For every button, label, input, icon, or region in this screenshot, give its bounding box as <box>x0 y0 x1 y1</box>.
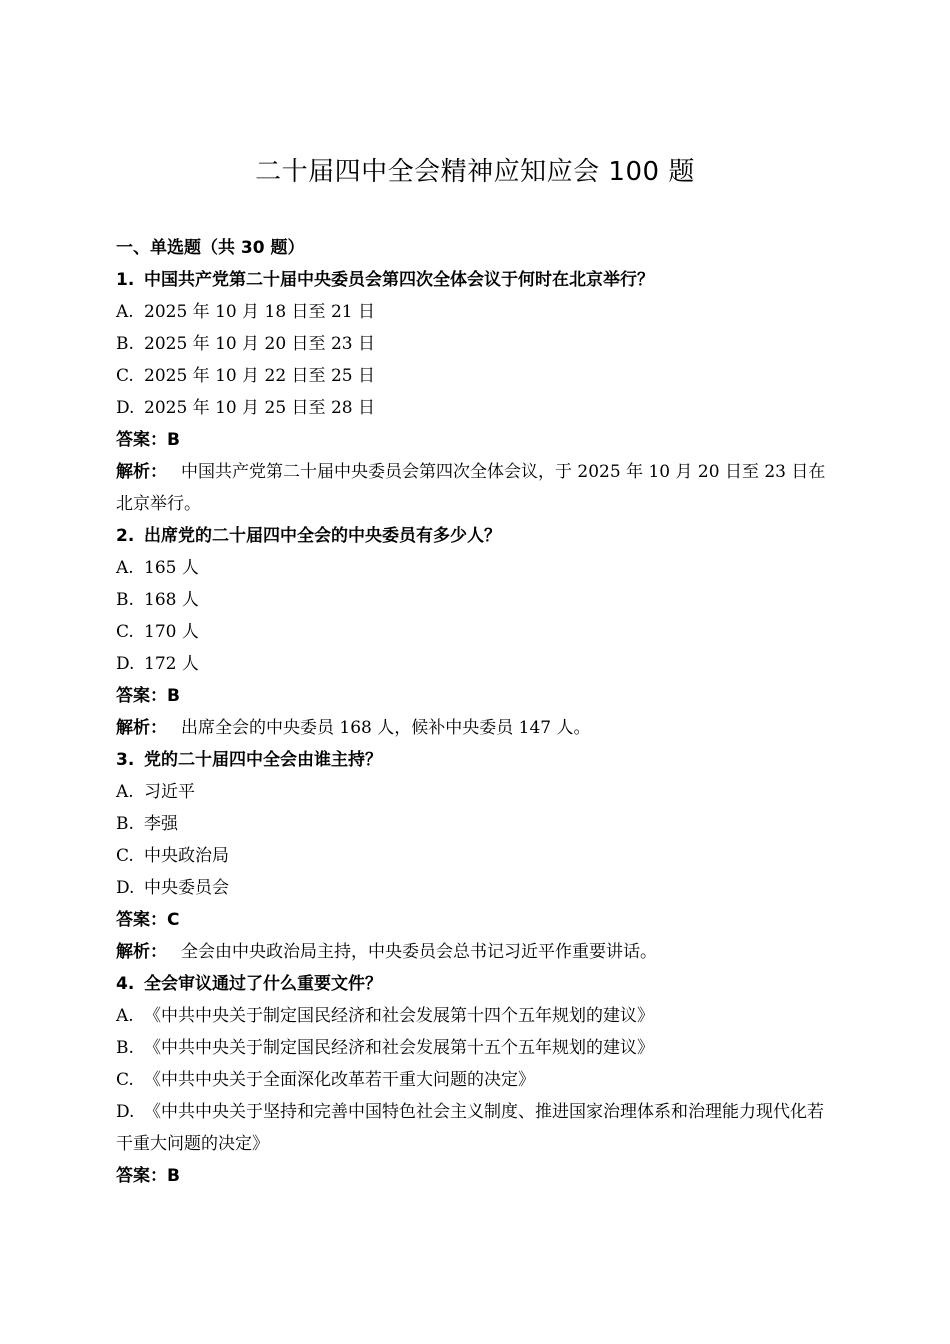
question-text <box>116 264 836 296</box>
question-stem: 全会审议通过了什么重要文件？ <box>144 974 382 994</box>
analysis-label: 解析： <box>116 462 167 482</box>
option-c <box>116 616 836 648</box>
answer-line <box>116 904 836 936</box>
answer-label: 答案： <box>116 910 167 930</box>
question-stem: 党的二十届四中全会由谁主持？ <box>144 750 382 770</box>
answer-line <box>116 1160 836 1192</box>
answer-label: 答案： <box>116 1166 167 1186</box>
option-text: 李强 <box>144 814 178 834</box>
option-text: 《中共中央关于坚持和完善中国特色社会主义制度、推进国家治理体系和治理能力现代化若干重大问题的决定》 <box>116 1102 824 1154</box>
option-b <box>116 328 836 360</box>
option-a <box>116 1000 836 1032</box>
option-text: 2025 年 10 月 22 日至 25 日 <box>144 366 375 386</box>
option-a <box>116 776 836 808</box>
option-letter: D. <box>116 878 135 898</box>
question-text <box>116 968 836 1000</box>
option-a <box>116 296 836 328</box>
option-text: 172 人 <box>144 654 199 674</box>
option-letter: D. <box>116 398 135 418</box>
option-text: 168 人 <box>144 590 199 610</box>
option-text: 《中共中央关于制定国民经济和社会发展第十四个五年规划的建议》 <box>144 1006 654 1026</box>
option-c <box>116 360 836 392</box>
option-letter: B. <box>116 334 134 354</box>
question-number: 4. <box>116 974 135 994</box>
option-d <box>116 1096 836 1160</box>
option-text: 中央政治局 <box>144 846 229 866</box>
option-text: 《中共中央关于全面深化改革若干重大问题的决定》 <box>144 1070 535 1090</box>
question-stem: 中国共产党第二十届中央委员会第四次全体会议于何时在北京举行？ <box>144 270 654 290</box>
option-letter: B. <box>116 814 134 834</box>
option-d <box>116 648 836 680</box>
answer-label: 答案： <box>116 686 167 706</box>
answer-value: B <box>167 686 180 706</box>
option-letter: B. <box>116 1038 134 1058</box>
document-body <box>116 232 836 1192</box>
analysis-label: 解析： <box>116 718 167 738</box>
option-c <box>116 840 836 872</box>
answer-value: B <box>167 430 180 450</box>
option-text: 2025 年 10 月 20 日至 23 日 <box>144 334 375 354</box>
analysis-text: 全会由中央政治局主持，中央委员会总书记习近平作重要讲话。 <box>181 942 657 962</box>
option-text: 2025 年 10 月 25 日至 28 日 <box>144 398 375 418</box>
option-text: 165 人 <box>144 558 199 578</box>
analysis-text: 中国共产党第二十届中央委员会第四次全体会议，于 2025 年 10 月 20 日至 23 日在北京举行。 <box>116 462 826 514</box>
option-a <box>116 552 836 584</box>
option-b <box>116 584 836 616</box>
option-letter: D. <box>116 1102 135 1122</box>
option-c <box>116 1064 836 1096</box>
option-letter: D. <box>116 654 135 674</box>
answer-value: C <box>167 910 180 930</box>
analysis-line <box>116 936 836 968</box>
question-2 <box>116 520 836 744</box>
option-d <box>116 392 836 424</box>
option-letter: A. <box>116 1006 134 1026</box>
question-3 <box>116 744 836 968</box>
option-text: 2025 年 10 月 18 日至 21 日 <box>144 302 375 322</box>
option-text: 习近平 <box>144 782 195 802</box>
question-text <box>116 520 836 552</box>
option-b <box>116 808 836 840</box>
option-letter: C. <box>116 622 134 642</box>
section-heading: 一、单选题（共 30 题） <box>116 238 305 258</box>
answer-value: B <box>167 1166 180 1186</box>
option-letter: A. <box>116 782 134 802</box>
analysis-label: 解析： <box>116 942 167 962</box>
answer-line <box>116 680 836 712</box>
option-d <box>116 872 836 904</box>
question-text <box>116 744 836 776</box>
option-text: 《中共中央关于制定国民经济和社会发展第十五个五年规划的建议》 <box>144 1038 654 1058</box>
question-number: 2. <box>116 526 135 546</box>
option-letter: C. <box>116 1070 134 1090</box>
question-number: 3. <box>116 750 135 770</box>
option-text: 170 人 <box>144 622 199 642</box>
question-4 <box>116 968 836 1192</box>
document-title: 二十届四中全会精神应知应会 100 题 <box>255 157 695 187</box>
option-letter: C. <box>116 366 134 386</box>
question-stem: 出席党的二十届四中全会的中央委员有多少人？ <box>144 526 501 546</box>
option-letter: A. <box>116 302 134 322</box>
analysis-line <box>116 712 836 744</box>
option-letter: B. <box>116 590 134 610</box>
question-number: 1. <box>116 270 135 290</box>
option-text: 中央委员会 <box>144 878 229 898</box>
analysis-text: 出席全会的中央委员 168 人，候补中央委员 147 人。 <box>181 718 591 738</box>
option-b <box>116 1032 836 1064</box>
analysis-line <box>116 456 836 520</box>
option-letter: C. <box>116 846 134 866</box>
answer-line <box>116 424 836 456</box>
question-1 <box>116 264 836 520</box>
option-letter: A. <box>116 558 134 578</box>
answer-label: 答案： <box>116 430 167 450</box>
